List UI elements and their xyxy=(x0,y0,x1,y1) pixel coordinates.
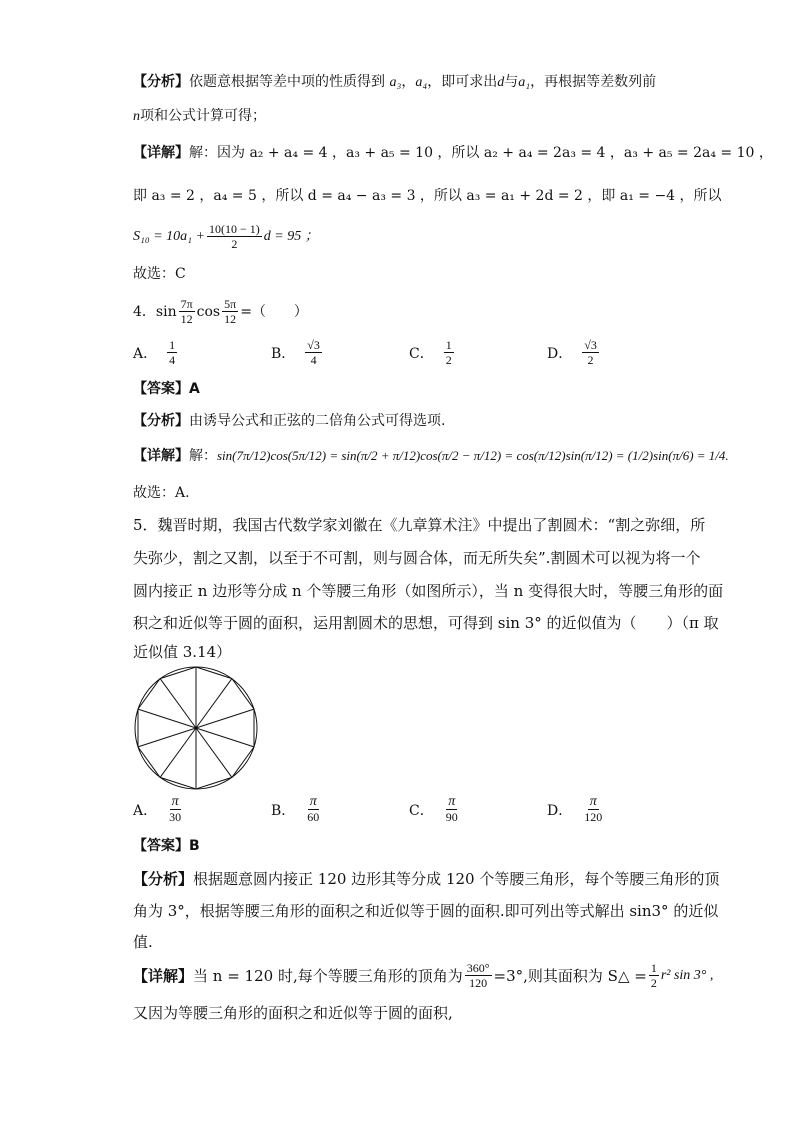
q5-answer: 【答案】B xyxy=(133,838,200,854)
detail-line-1: 【详解】解：因为 a₂ + a₄ = 4 ，a₃ + a₅ = 10 ，所以 a₂ + a₄ = 2a₃ = 4 ，a₃ + a₅ = 2a₄ = 10 ， xyxy=(133,145,773,161)
spoke-line xyxy=(160,728,196,777)
q5-line-2: 失弥少，割之又割，以至于不可割，则与圆合体，而无所失矣”.割圆术可以视为将一个 xyxy=(133,549,701,567)
q4-analysis: 【分析】由诱导公式和正弦的二倍角公式可得选项. xyxy=(133,413,446,429)
q5-analysis-2: 角为 3°，根据等腰三角形的面积之和近似等于圆的面积.即可列出等式解出 sin3° 的近似 xyxy=(133,902,719,920)
q5-line-1: 5．魏晋时期，我国古代数学家刘徽在《九章算术注》中提出了割圆术：“割之弥细，所 xyxy=(133,516,706,534)
q5-detail-2: 又因为等腰三角形的面积之和近似等于圆的面积, xyxy=(133,1004,453,1022)
spoke-line xyxy=(196,709,254,728)
circle-polygon-figure xyxy=(132,666,260,790)
q5-option-d[interactable]: D． $\frac{\pi}{120}$ xyxy=(547,794,603,824)
spoke-line xyxy=(160,679,196,728)
spoke-line xyxy=(196,728,254,747)
q4-option-c[interactable]: C． $\frac{1}{2}$ xyxy=(409,338,452,367)
choose-1: 故选：C xyxy=(133,266,186,282)
spoke-line xyxy=(196,679,232,728)
fraction: $\frac{10(10 - 1)}{2}$ xyxy=(209,222,260,251)
q4-option-d[interactable]: D． $\frac{√3}{2}$ xyxy=(547,338,597,367)
q4-choose: 故选：A. xyxy=(133,485,190,501)
q5-option-b[interactable]: B． $\frac{\pi}{60}$ xyxy=(271,794,320,824)
q5-line-4: 积之和近似等于圆的面积，运用割圆术的思想，可得到 sin 3° 的近似值为（ ）（π 取 xyxy=(133,614,719,632)
q4-option-b[interactable]: B． $\frac{√3}{4}$ xyxy=(271,338,320,367)
detail-line-3: S₁₀ = 10a₁ + $\frac{10(10 - 1)}{2}$ d = 95 ； xyxy=(133,222,319,251)
analysis-line-1: 【分析】依题意根据等差中项的性质得到 a₃，a₄，即可求出d与a₁，再根据等差数列前 xyxy=(133,74,657,90)
spoke-line xyxy=(196,728,232,777)
analysis-line-2: n项和公式计算可得； xyxy=(133,108,266,124)
q5-analysis-3: 值. xyxy=(133,933,153,951)
q4-answer: 【答案】A xyxy=(133,381,200,397)
spoke-line xyxy=(138,709,196,728)
q4-option-a[interactable]: A． $\frac{1}{4}$ xyxy=(133,338,176,367)
spoke-line xyxy=(138,728,196,747)
q4-detail: 【详解】解：sin(7π/12)cos(5π/12) = sin(π/2 + π/12)cos(π/2 − π/12) = cos(π/12)sin(π/12) = (1/2)sin(π/6) = 1/4. xyxy=(133,448,729,464)
q5-analysis-1: 【分析】根据题意圆内接正 120 边形其等分成 120 个等腰三角形，每个等腰三角形的顶 xyxy=(133,870,720,888)
analysis-tag: 【分析】 xyxy=(133,74,189,90)
detail-tag: 【详解】 xyxy=(133,145,189,161)
q5-detail-1: 【详解】 当 n = 120 时,每个等腰三角形的顶角为 $\frac{360^\circ}{120}$ =3°,则其面积为 S△ = $\frac{1}{2}$ r² sin 3° , xyxy=(133,961,714,990)
detail-line-2: 即 a₃ = 2 ，a₄ = 5 ，所以 d = a₄ − a₃ = 3 ，所以 a₃ = a₁ + 2d = 2 ，即 a₁ = −4 ，所以 xyxy=(133,188,722,204)
q5-option-a[interactable]: A． $\frac{\pi}{30}$ xyxy=(133,794,182,824)
q5-option-c[interactable]: C． $\frac{\pi}{90}$ xyxy=(409,794,458,824)
question-4-stem: 4．sin $\frac{7\pi}{12}$ cos $\frac{5\pi}{12}$ =（ ） xyxy=(133,297,308,326)
q5-line-5: 近似值 3.14） xyxy=(133,643,232,661)
q5-line-3: 圆内接正 n 边形等分成 n 个等腰三角形（如图所示），当 n 变得很大时，等腰三角形的面 xyxy=(133,582,724,600)
